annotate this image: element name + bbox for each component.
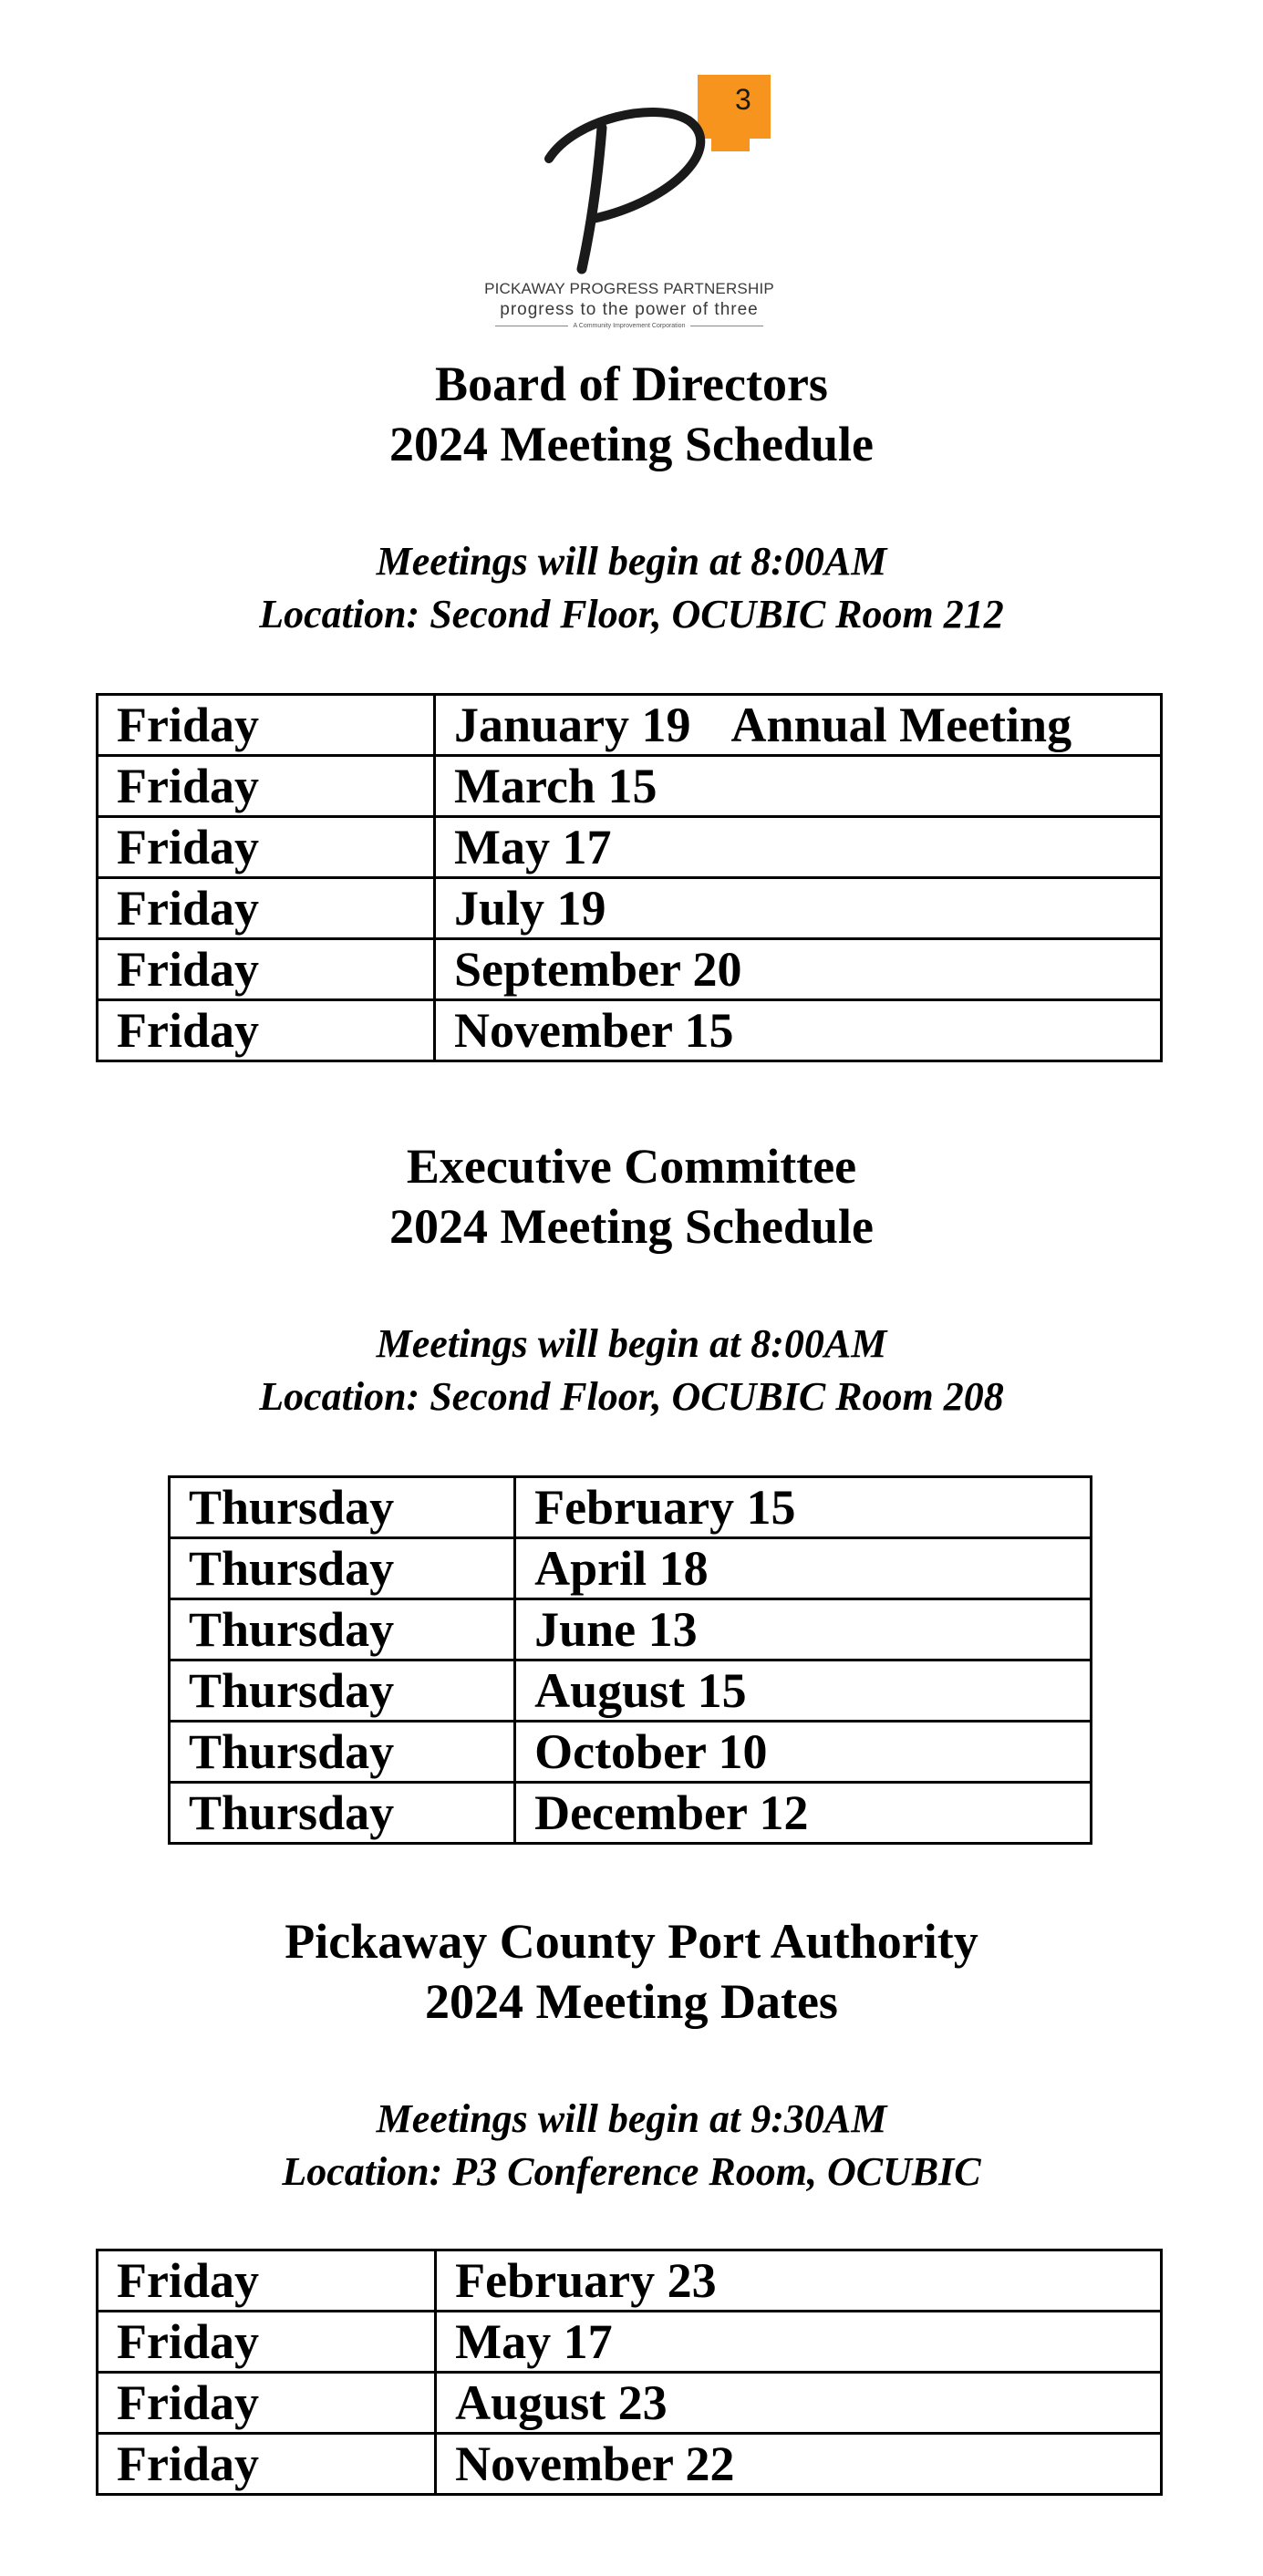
meeting-date-cell bbox=[436, 2312, 1162, 2373]
board-location: Location: Second Floor, OCUBIC Room 212 bbox=[259, 592, 1004, 636]
meeting-note: Annual Meeting bbox=[730, 698, 1072, 752]
schedule-row bbox=[170, 1660, 1092, 1722]
meeting-day: Thursday bbox=[170, 1538, 515, 1599]
meeting-date: June 13 bbox=[534, 1602, 698, 1657]
meeting-date-cell bbox=[435, 695, 1162, 756]
meeting-date-cell bbox=[515, 1660, 1092, 1722]
logo-superscript: 3 bbox=[735, 83, 751, 116]
schedule-row bbox=[98, 2312, 1162, 2373]
meeting-date: July 19 bbox=[454, 881, 606, 936]
schedule-row bbox=[98, 2373, 1162, 2434]
executive-subtitle: 2024 Meeting Schedule bbox=[389, 1199, 874, 1254]
port-location: Location: P3 Conference Room, OCUBIC bbox=[282, 2149, 981, 2194]
schedule-row bbox=[98, 939, 1162, 1000]
board-schedule-table bbox=[96, 693, 1163, 1062]
p3-logo-mark bbox=[465, 64, 793, 278]
meeting-day: Friday bbox=[98, 1000, 435, 1061]
schedule-row bbox=[98, 695, 1162, 756]
schedule-row bbox=[170, 1783, 1092, 1844]
logo-p-stroke bbox=[549, 112, 700, 219]
meeting-date-cell bbox=[436, 2373, 1162, 2434]
meeting-day: Friday bbox=[98, 756, 435, 817]
meeting-date-cell bbox=[436, 2250, 1162, 2312]
logo-name: PICKAWAY PROGRESS PARTNERSHIP bbox=[484, 280, 774, 297]
port-time: Meetings will begin at 9:30AM bbox=[376, 2096, 887, 2141]
board-subtitle: 2024 Meeting Schedule bbox=[389, 417, 874, 471]
meeting-date: April 18 bbox=[534, 1541, 709, 1596]
meeting-date: January 19 bbox=[454, 698, 691, 752]
logo-corp-text: A Community Improvement Corporation bbox=[573, 323, 686, 329]
logo-tagline: progress to the power of three bbox=[500, 300, 759, 319]
meeting-date: October 10 bbox=[534, 1724, 768, 1779]
schedule-row bbox=[98, 756, 1162, 817]
meeting-day: Friday bbox=[98, 817, 435, 878]
executive-schedule-table bbox=[168, 1475, 1092, 1845]
meeting-date: November 22 bbox=[455, 2436, 735, 2491]
p3-logo bbox=[465, 64, 793, 337]
port-subtitle: 2024 Meeting Dates bbox=[425, 1974, 838, 2029]
meeting-day: Thursday bbox=[170, 1599, 515, 1660]
meeting-date-cell bbox=[515, 1538, 1092, 1599]
meeting-date-cell bbox=[515, 1477, 1092, 1538]
schedule-row bbox=[98, 1000, 1162, 1061]
meeting-date-cell bbox=[515, 1599, 1092, 1660]
meeting-day: Friday bbox=[98, 878, 435, 939]
meeting-date: May 17 bbox=[454, 820, 612, 874]
meeting-date: November 15 bbox=[454, 1003, 734, 1058]
board-time: Meetings will begin at 8:00AM bbox=[376, 539, 887, 584]
logo-corp bbox=[465, 323, 793, 329]
meeting-date-cell bbox=[515, 1722, 1092, 1783]
schedule-row bbox=[170, 1538, 1092, 1599]
board-title: Board of Directors bbox=[435, 357, 828, 411]
port-schedule-table bbox=[96, 2249, 1163, 2496]
meeting-day: Friday bbox=[98, 2434, 436, 2495]
meeting-day: Friday bbox=[98, 2312, 436, 2373]
meeting-date-cell bbox=[435, 1000, 1162, 1061]
port-title: Pickaway County Port Authority bbox=[285, 1914, 978, 1969]
logo-p-stem bbox=[582, 128, 602, 269]
executive-title: Executive Committee bbox=[406, 1139, 857, 1194]
schedule-row bbox=[98, 2250, 1162, 2312]
meeting-date: March 15 bbox=[454, 759, 657, 813]
meeting-day: Friday bbox=[98, 939, 435, 1000]
meeting-date: August 15 bbox=[534, 1663, 747, 1718]
schedule-row bbox=[98, 2434, 1162, 2495]
meeting-day: Thursday bbox=[170, 1660, 515, 1722]
meeting-date: February 15 bbox=[534, 1480, 796, 1535]
executive-location: Location: Second Floor, OCUBIC Room 208 bbox=[259, 1374, 1004, 1419]
meeting-date-cell bbox=[435, 939, 1162, 1000]
executive-time: Meetings will begin at 8:00AM bbox=[376, 1321, 887, 1366]
meeting-date-cell bbox=[436, 2434, 1162, 2495]
schedule-row bbox=[170, 1477, 1092, 1538]
meeting-day: Thursday bbox=[170, 1783, 515, 1844]
schedule-row bbox=[170, 1599, 1092, 1660]
meeting-day: Friday bbox=[98, 2373, 436, 2434]
meeting-date: September 20 bbox=[454, 942, 742, 997]
schedule-row bbox=[98, 817, 1162, 878]
meeting-day: Friday bbox=[98, 695, 435, 756]
meeting-day: Thursday bbox=[170, 1477, 515, 1538]
meeting-day: Thursday bbox=[170, 1722, 515, 1783]
meeting-date-cell bbox=[435, 756, 1162, 817]
schedule-row bbox=[98, 878, 1162, 939]
meeting-date: December 12 bbox=[534, 1785, 809, 1840]
logo-orange-block bbox=[698, 75, 771, 151]
meeting-date: May 17 bbox=[455, 2314, 613, 2369]
meeting-date-cell bbox=[435, 878, 1162, 939]
meeting-date-cell bbox=[435, 817, 1162, 878]
schedule-row bbox=[170, 1722, 1092, 1783]
meeting-date: August 23 bbox=[455, 2375, 668, 2430]
meeting-date: February 23 bbox=[455, 2253, 717, 2308]
meeting-date-cell bbox=[515, 1783, 1092, 1844]
meeting-day: Friday bbox=[98, 2250, 436, 2312]
